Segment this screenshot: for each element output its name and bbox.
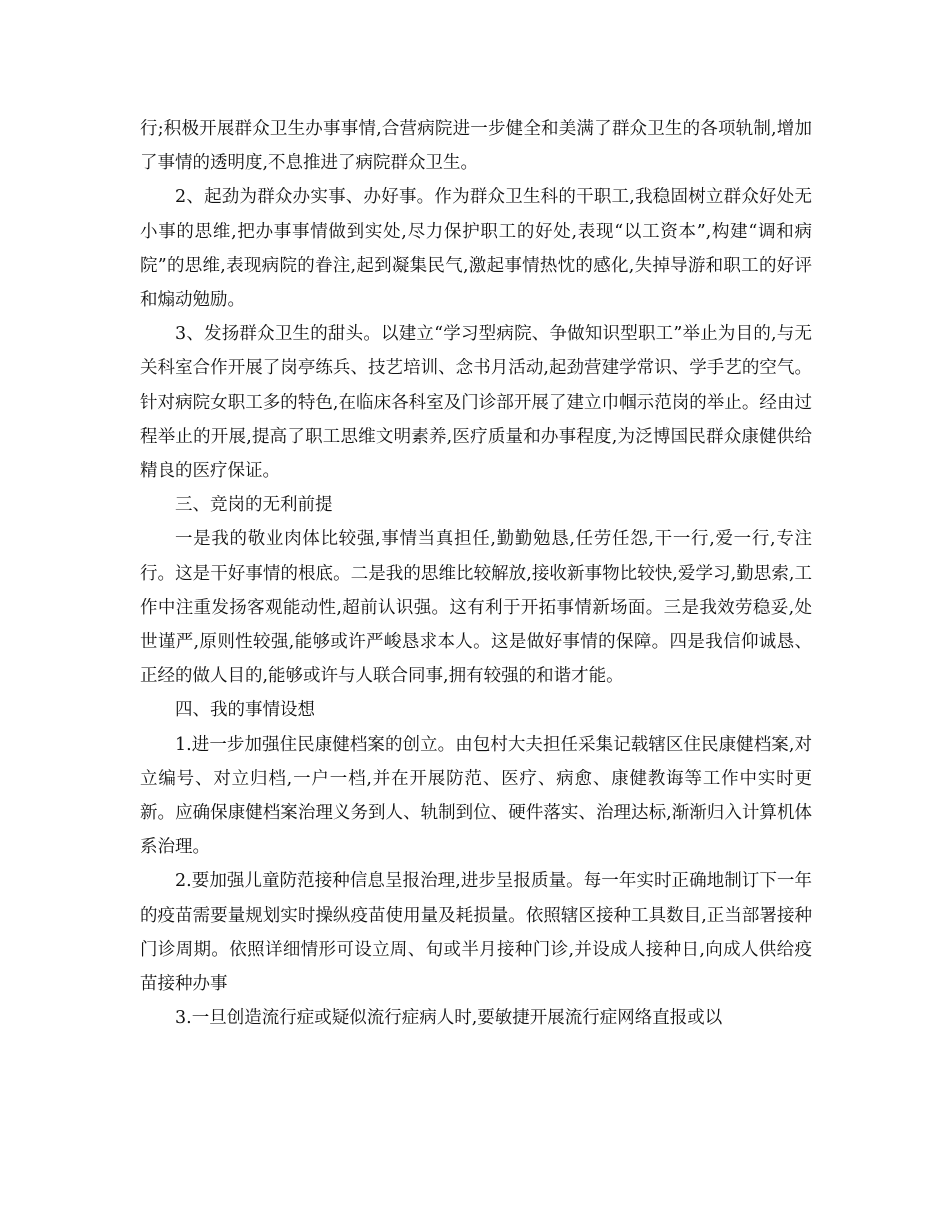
paragraph-personal-strengths: 一是我的敬业肉体比较强,事情当真担任,勤勤勉恳,任劳任怨,干一行,爱一行,专注行。这是干好事情的根底。二是我的思维比较解放,接收新事物比较快,爱学习,勤思索,工作中注重发扬客观能动性,超前认识强。这有利于开拓事情新场面。三是我效劳稳妥,处世谨严,原则性较强,能够或许严峻恳求本人。这是做好事情的保障。四是我信仰诚恳、正经的做人目的,能够或许与人联合同事,拥有较强的和谐才能。 [140, 529, 812, 687]
paragraph-plan-2: 2.要加强儿童防范接种信息呈报治理,进步呈报质量。每一年实时正确地制订下一年的疫苗需要量规划实时操纵疫苗使用量及耗损量。依照辖区接种工具数目,正当部署接种门诊周期。依照详细情形可设立周、旬或半月接种门诊,并设成人接种日,向成人供给疫苗接种办事 [140, 871, 812, 995]
paragraph-continuation: 行;积极开展群众卫生办事事情,合营病院进一步健全和美满了群众卫生的各项轨制,增加了事情的透明度,不息推进了病院群众卫生。 [140, 119, 812, 174]
paragraph-mass-service: 2、起劲为群众办实事、办好事。作为群众卫生科的干职工,我稳固树立群众好处无小事的思维,把办事事情做到实处,尽力保护职工的好处,表现“以工资本”,构建“调和病院”的思维,表现病院的眷注,起到凝集民气,激起事情热忱的感化,失掉导游和职工的好评和煽动勉励。 [140, 187, 812, 311]
section-heading-4: 四、我的事情设想 [175, 700, 315, 721]
paragraph-plan-1: 1.进一步加强住民康健档案的创立。由包村大夫担任采集记载辖区住民康健档案,对立编号、对立归档,一户一档,并在开展防范、医疗、病愈、康健教诲等工作中实时更新。应确保康健档案治理义务到人、轨制到位、硬件落实、治理达标,渐渐归入计算机体系治理。 [140, 734, 812, 858]
paragraph-mass-health-advantage: 3、发扬群众卫生的甜头。以建立“学习型病院、争做知识型职工”举止为目的,与无关科室合作开展了岗亭练兵、技艺培训、念书月活动,起劲营建学常识、学手艺的空气。针对病院女职工多的特色,在临床各科室及门诊部开展了建立巾帼示范岗的举止。经由过程举止的开展,提高了职工思维文明素养,医疗质量和办事程度,为泛博国民群众康健供给精良的医疗保证。 [140, 324, 812, 482]
document-body [140, 112, 812, 1035]
paragraph-plan-3: 3.一旦创造流行症或疑似流行症病人时,要敏捷开展流行症网络直报或以 [175, 1008, 723, 1029]
section-heading-3: 三、竞岗的无利前提 [175, 495, 333, 516]
